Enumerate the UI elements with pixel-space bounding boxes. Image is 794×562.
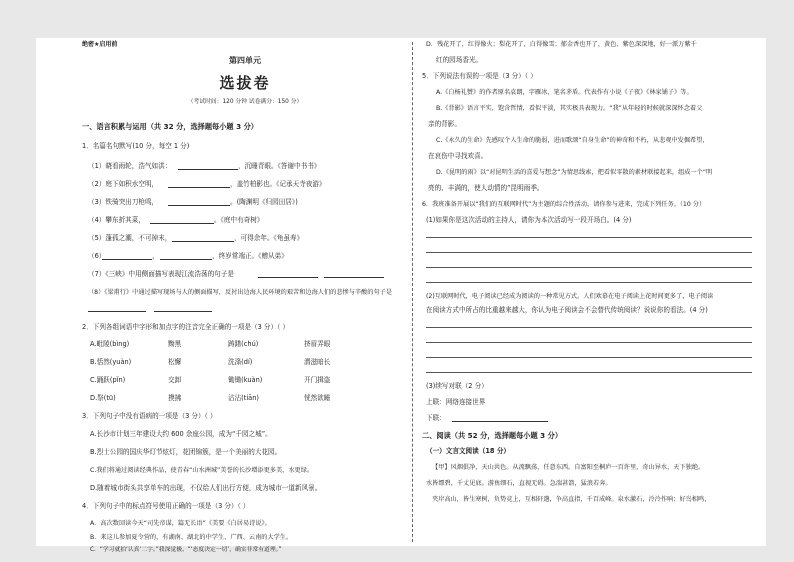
paper-title: 选拔卷 bbox=[219, 74, 271, 92]
q3-option-d: D.随着城市街头共享单车的出现，不仅给人们出行方便，成为城市一道新风景。 bbox=[90, 484, 322, 492]
q5-line-7: 亮的、丰满的，使人动情的”昆明雨季。 bbox=[428, 184, 544, 192]
q6-part-2b: 在阅读方式中所占的比重越来越大，你认为电子阅读会不会替代传统阅读？说说你的看法。(4 分) bbox=[426, 306, 708, 314]
q6-part-3: (3)续写对联（2 分） bbox=[426, 382, 488, 390]
q5-line-3: 亲的背影。 bbox=[428, 120, 461, 128]
q1-line-2a: （2）庭下如积水空明， bbox=[88, 180, 159, 188]
answer-blank[interactable] bbox=[150, 223, 214, 224]
answer-blank[interactable] bbox=[172, 241, 234, 242]
answer-line[interactable] bbox=[426, 327, 752, 328]
q2-option-b-3: 洗涤(dí) bbox=[228, 358, 253, 366]
q2-option-b-2: 松懈 bbox=[168, 358, 182, 366]
q1-line-4a: （4）攀东折其菜， bbox=[88, 216, 145, 224]
q2-option-c-2: 交卸 bbox=[168, 376, 182, 384]
confidential-mark: 绝密★启用前 bbox=[82, 41, 118, 48]
answer-blank[interactable] bbox=[88, 311, 146, 312]
right-column bbox=[422, 38, 756, 546]
couplet-answer-blank[interactable] bbox=[452, 421, 548, 422]
q1-line-1b: ，沉睡青眼。《答谢中书书》 bbox=[238, 162, 321, 170]
question-2-stem: 2．下列各组词语中字形和加点字的注音完全正确的一项是（3 分）（ ） bbox=[82, 323, 290, 331]
q2-option-b-4: 潜滋暗长 bbox=[304, 358, 331, 366]
q1-line-6a: （6） bbox=[88, 252, 106, 260]
q6-part-1: (1)如果你是这次活动的主持人，请你为本次活动写一段开场白。(4 分) bbox=[426, 216, 632, 224]
q1-line-4b: 。《庭中有奇树》 bbox=[214, 216, 264, 224]
q5-line-5: 在哀伤中寻找欢喜。 bbox=[428, 152, 488, 160]
passage-line-3: 夹岸高山，皆生寒树，负势竞上，互相轩邈，争高直指，千百成峰。泉水激石，泠泠作响；好鸟相鸣， bbox=[432, 496, 711, 503]
column-divider bbox=[412, 42, 413, 542]
q6-part-2a: (2)互联网时代，电子阅读已经成为阅读的一种常见方式。人们欢慕在电子阅读上花时间更多了，电子阅读 bbox=[426, 293, 714, 300]
subsection-heading: （一）文言文阅读（18 分） bbox=[426, 447, 511, 455]
answer-blank[interactable] bbox=[168, 187, 230, 188]
q3-option-c: C.我们将通过阅读经典作品，使青春“山水洲城”美誉的长沙增添更多美，水更绿。 bbox=[90, 467, 314, 474]
q1-line-6comma: ， bbox=[152, 252, 159, 260]
question-1-stem: 1．名篇名句默写(10 分，每空 1 分) bbox=[82, 142, 190, 150]
answer-line[interactable] bbox=[426, 357, 752, 358]
answer-line[interactable] bbox=[426, 282, 752, 283]
couplet-upper: 上联：网络连接世界 bbox=[426, 398, 486, 406]
couplet-lower-label: 下联： bbox=[426, 414, 446, 422]
q1-line-3a: （3）铁骑突出刀枪鸣， bbox=[88, 198, 159, 206]
q1-line-8: （8）《梁甫行》中通过描写现场与人的侧面描写，反衬出边海人民环境的艰苦和边海人们的悲惨与辛酸的句子是 bbox=[88, 289, 393, 296]
q2-option-c-4: 开门揖盗 bbox=[304, 376, 331, 384]
q1-line-6b: ，终岁常端正。《赠从弟》 bbox=[212, 252, 288, 260]
q5-line-2: B.《背影》语言平实，饱含哲情，看似平淡，其实极具表现力。“我”从年轻的时候就深深怀念着父 bbox=[436, 105, 703, 112]
q4-option-d-1: D．残花开了，红得像火；梨花开了，白得像雪；郁金香也开了，黄色、紫色深深地，好一派万紫千 bbox=[426, 41, 697, 48]
q1-line-5a: （5）蓬孤之潮，不可掉末， bbox=[88, 234, 172, 242]
answer-line[interactable] bbox=[426, 237, 752, 238]
q2-option-a-2: 黝黑 bbox=[168, 340, 182, 348]
q2-option-c-1: C.踊跃(pǐn) bbox=[90, 376, 126, 384]
passage-line-2: 水皆缥碧，千丈见底。游鱼细石，直视无碍。急湍甚箭，猛浪若奔。 bbox=[426, 480, 612, 487]
question-6-stem: 6．我班准备开展以“我们的互联网时代”为主题的综合性活动，请你参与进来，完成下列任务。（10 分） bbox=[422, 201, 706, 208]
q4-option-b: B．来这儿参加夏令营的，有湖南、湖北的中学生、广西、云南的大学生。 bbox=[90, 534, 293, 541]
q5-line-4: C.《永久的生命》先感叹个人生命的脆弱，进而歌颂“自身生命”的神奇和不朽，从悲观中发掘希望， bbox=[436, 137, 709, 144]
answer-blank[interactable] bbox=[324, 277, 384, 278]
answer-line[interactable] bbox=[426, 372, 752, 373]
section-heading-2: 二、阅读（共 52 分，选择题每小题 3 分） bbox=[422, 431, 563, 440]
answer-blank[interactable] bbox=[102, 259, 152, 260]
exam-meta: （考试时间：120 分钟 试卷满分：150 分） bbox=[187, 99, 303, 105]
passage-line-1: 【甲】风烟俱净，天山共色。从流飘荡，任意东西。自富阳至桐庐一百许里，奇山异水，天下独绝。 bbox=[432, 464, 705, 471]
answer-blank[interactable] bbox=[154, 311, 212, 312]
q2-option-d-4: 恍然欲睡 bbox=[304, 394, 331, 402]
answer-line[interactable] bbox=[426, 267, 752, 268]
q3-option-b: B.烈士公园的国庆华灯节炫灯，花团锦簇，是一个美丽的大花园。 bbox=[90, 448, 282, 456]
q2-option-d-3: 沾沾(tiān) bbox=[228, 394, 259, 402]
q5-line-6: D.《昆明的雨》以“对昆明生活的喜爱与想念”为情思线索，把看似零散的素材联接起来，组成一个“明 bbox=[436, 169, 713, 176]
q2-option-a-3: 踌躇(chú) bbox=[228, 340, 259, 348]
q1-line-7: （7）《三峡》中用侧面描写表现江流浩荡的句子是 bbox=[88, 270, 234, 278]
answer-line[interactable] bbox=[426, 252, 752, 253]
question-5-stem: 5．下列说法有误的一项是（3 分）（ ） bbox=[422, 72, 537, 80]
q4-option-c: C．“学习就拍‘认真’二字。”我深觉极、“‘态度决定一切’，确实非常有道理。” bbox=[90, 547, 282, 553]
q1-line-3b: 。(陶渊明《归园田居》) bbox=[230, 198, 298, 206]
q2-option-c-3: 锄锄(kuàn) bbox=[228, 376, 263, 384]
answer-line[interactable] bbox=[426, 342, 752, 343]
answer-blank[interactable] bbox=[258, 277, 318, 278]
q2-option-a-4: 挤眉弄眼 bbox=[304, 340, 331, 348]
answer-blank[interactable] bbox=[178, 169, 238, 170]
q2-option-d-1: D.祭(tū) bbox=[90, 394, 116, 402]
q4-option-d-2: 红的园场香光。 bbox=[436, 56, 483, 64]
q2-option-a-1: A.毗陵(bìng) bbox=[90, 340, 130, 348]
q3-option-a: A.长沙市计划三年建设大约 600 余座公园，成为“千园之城”。 bbox=[90, 430, 272, 438]
q2-option-b-1: B.恬然(yuàn) bbox=[90, 358, 132, 366]
question-3-stem: 3．下列句子中没有语病的一项是（3 分）（ ） bbox=[82, 412, 217, 420]
q1-line-2b: ，盖竹柏影也。《记承天寺夜游》 bbox=[230, 180, 326, 188]
q4-option-a: A．高次数回读今天“司先帝谋，篇无长语”《美要《白居易诗说》。 bbox=[90, 520, 271, 527]
q2-option-d-2: 摸拂 bbox=[168, 394, 182, 402]
exam-paper bbox=[36, 38, 766, 553]
section-heading-1: 一、语言积累与运用（共 32 分，选择题每小题 3 分） bbox=[82, 122, 258, 131]
answer-blank[interactable] bbox=[160, 259, 212, 260]
q1-line-5b: ，可得余年。《龟虽寿》 bbox=[234, 234, 304, 242]
q5-line-1: A.《白杨礼赞》的作者原名袁朗，字雁冰，笔名茅盾。代表作有小说《子夜》《林家铺子》等。 bbox=[436, 89, 693, 96]
q1-line-1a: （1）晓看雨轮，浩气如洪： bbox=[88, 162, 172, 170]
left-column bbox=[82, 38, 408, 553]
question-4-stem: 4．下列句子中的标点符号使用正确的一项是（3 分）（ ） bbox=[82, 502, 250, 510]
unit-label: 第四单元 bbox=[229, 56, 261, 65]
answer-blank[interactable] bbox=[168, 205, 230, 206]
